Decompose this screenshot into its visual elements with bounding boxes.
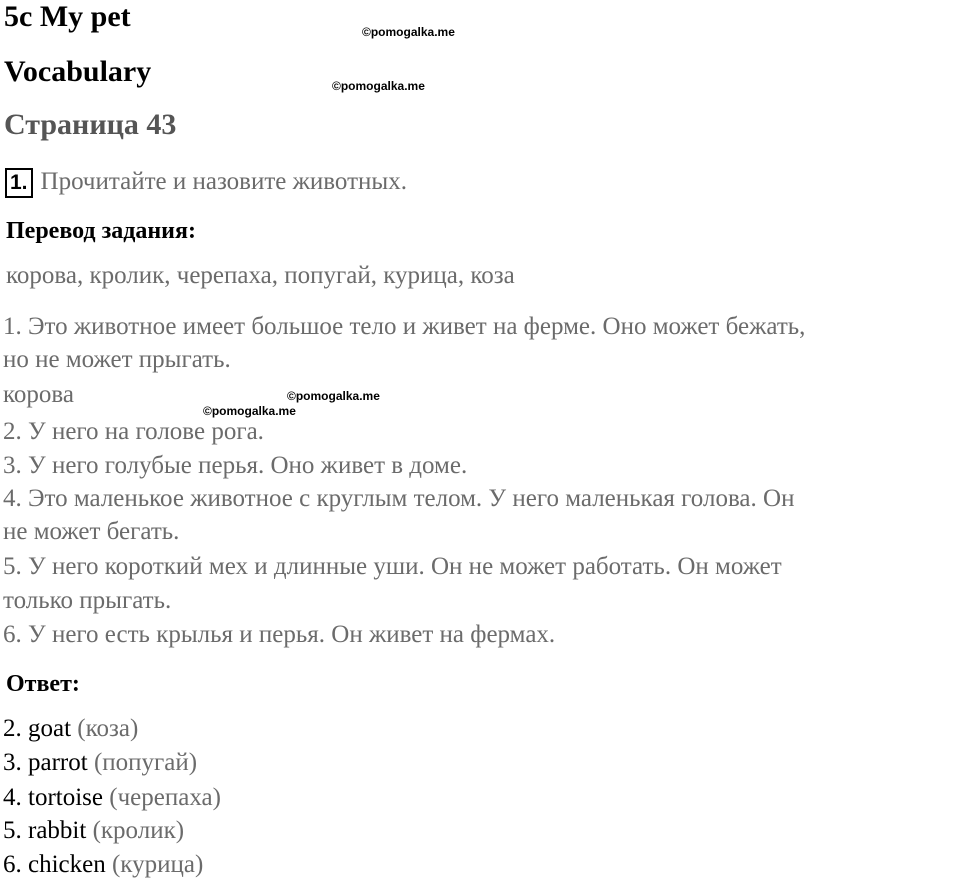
answer-item [3,749,197,777]
answer-english: 4. tortoise [3,784,103,811]
page-number-heading: Страница 43 [4,108,177,141]
answer-english: 2. goat [3,715,72,742]
riddle-line: 6. У него есть крылья и перья. Он живет на фермах. [3,621,556,648]
riddle-line: 2. У него на голове рога. [3,418,264,445]
answer-russian: (курица) [111,851,204,878]
answer-item [3,817,184,845]
watermark: ©pomogalka.me [203,404,296,418]
answer-russian: (кролик) [92,817,185,844]
task-row [5,168,407,198]
watermark: ©pomogalka.me [332,79,425,93]
riddle-line: 3. У него голубые перья. Оно живет в доме. [3,452,468,479]
riddle-line: 1. Это животное имеет большое тело и живет на ферме. Оно может бежать, [3,313,806,340]
riddle-line: 5. У него короткий мех и длинные уши. Он не может работать. Он может [3,553,782,580]
answer-russian: (попугай) [93,749,198,776]
answer-russian: (черепаха) [109,784,221,811]
translation-label: Перевод задания: [6,218,196,244]
riddle-line: корова [3,381,74,408]
answer-english: 6. chicken [3,851,106,878]
answer-russian: (коза) [77,715,139,742]
answer-english: 3. parrot [3,749,88,776]
word-list: корова, кролик, черепаха, попугай, курица, коза [6,262,515,289]
answer-item [3,851,203,879]
riddle-line: только прыгать. [3,587,172,614]
watermark: ©pomogalka.me [287,389,380,403]
answer-label: Ответ: [6,671,80,697]
riddle-line: не может бегать. [3,518,180,545]
watermark: ©pomogalka.me [362,25,455,39]
answer-item [3,784,221,812]
riddle-line: 4. Это маленькое животное с круглым телом. У него маленькая голова. Он [3,485,795,512]
task-number-badge: 1. [5,168,33,198]
page-title: 5c My pet [4,0,131,33]
section-title: Vocabulary [4,55,152,88]
task-text: Прочитайте и назовите животных. [40,168,407,195]
riddle-line: но не может прыгать. [3,346,231,373]
answer-item [3,715,138,743]
answer-english: 5. rabbit [3,817,87,844]
